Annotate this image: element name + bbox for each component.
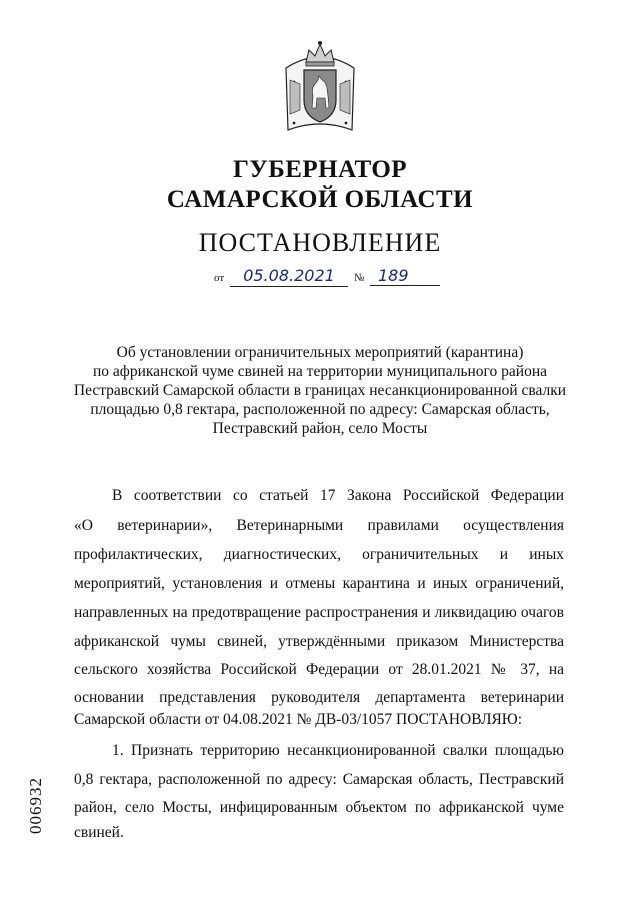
margin-registration-number: 006932 bbox=[26, 777, 45, 834]
document-subject bbox=[60, 343, 580, 438]
date-prefix: от bbox=[214, 272, 225, 284]
document-number: 189 bbox=[370, 266, 440, 286]
body-line: направленных на предотвращение распространения и ликвидацию очагов bbox=[74, 604, 564, 621]
subject-line: площадью 0,8 гектара, расположенной по адресу: Самарская область, bbox=[90, 401, 550, 418]
body-line: 1. Признать территорию несанкционированной свалки площадью bbox=[112, 742, 564, 759]
body-line: Самарской области от 04.08.2021 № ДВ-03/1057 ПОСТАНОВЛЯЮ: bbox=[74, 711, 523, 728]
body-line: В соответствии со статьей 17 Закона Российской Федерации bbox=[112, 487, 564, 504]
body-line: основании представления руководителя департамента ветеринарии bbox=[74, 689, 564, 706]
samara-coat-of-arms-icon bbox=[282, 38, 358, 134]
body-line: африканской чумы свиней, утверждёнными приказом Министерства bbox=[74, 633, 564, 650]
body-line: район, село Мосты, инфицированным объектом по африканской чуме bbox=[74, 799, 564, 816]
subject-line: по африканской чуме свиней на территории муниципального района bbox=[92, 363, 548, 380]
authority-title-line-2: САМАРСКОЙ ОБЛАСТИ bbox=[166, 186, 474, 213]
subject-line: Пестравский район, село Мосты bbox=[212, 420, 428, 437]
number-prefix: № bbox=[354, 272, 365, 284]
body-line: 0,8 гектара, расположенной по адресу: Самарская область, Пестравский bbox=[74, 771, 564, 788]
body-line: мероприятий, установления и отмены карантина и иных ограничений, bbox=[74, 575, 564, 592]
subject-line: Пестравский Самарской области в границах несанкционированной свалки bbox=[73, 382, 567, 399]
date-number-line bbox=[214, 266, 434, 290]
body-line: свиней. bbox=[74, 824, 124, 841]
authority-title-line-1: ГУБЕРНАТОР bbox=[232, 156, 408, 183]
body-line: сельского хозяйства Российской Федерации от 28.01.2021 № 37, на bbox=[74, 661, 564, 678]
body-line: профилактических, диагностических, ограничительных и иных bbox=[74, 546, 564, 563]
document-date: 05.08.2021 bbox=[230, 266, 348, 287]
document-type-title: ПОСТАНОВЛЕНИЕ bbox=[198, 228, 442, 257]
body-line: «О ветеринарии», Ветеринарными правилами осуществления bbox=[74, 517, 564, 534]
subject-line: Об установлении ограничительных мероприятий (карантина) bbox=[116, 344, 524, 361]
